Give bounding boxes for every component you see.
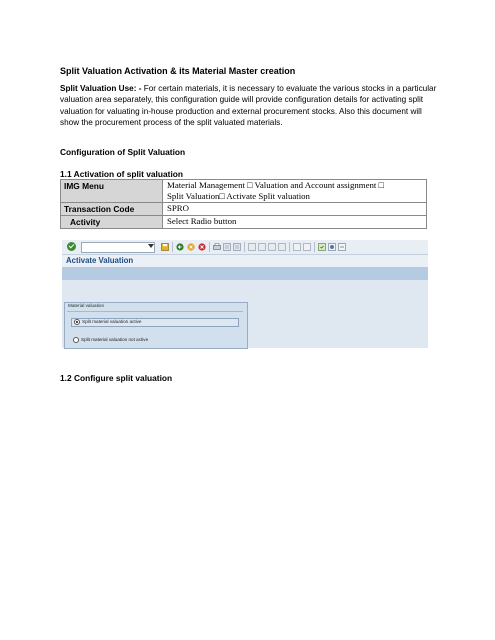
prev-page-icon[interactable]	[258, 243, 266, 251]
first-page-icon[interactable]	[248, 243, 256, 251]
section-heading-1-1: 1.1 Activation of split valuation	[60, 169, 184, 179]
table-row	[61, 203, 427, 216]
toolbar-separator	[289, 242, 290, 252]
intro-text: For certain materials, it is necessary to evaluate the various stocks in a particular valuation area separately, this configuration guide will provide configuration details for activating split valuation for valuating in-house production and external procurement stocks. Also this document will show the procurement process of the split valuated materials.	[60, 84, 437, 128]
ok-icon[interactable]	[67, 242, 76, 251]
settings-icon[interactable]	[338, 243, 346, 251]
material-valuation-group	[64, 302, 248, 349]
row-value: Select Radio button	[163, 216, 427, 229]
table-row	[61, 216, 427, 229]
group-divider	[67, 311, 243, 312]
radio-selected-icon[interactable]	[74, 319, 80, 325]
row-label: IMG Menu	[61, 180, 163, 203]
layout-icon[interactable]	[328, 243, 336, 251]
toolbar-separator	[209, 242, 210, 252]
radio-split-active[interactable]	[71, 318, 239, 327]
row-label: Transaction Code	[61, 203, 163, 216]
sap-title-bar	[62, 255, 428, 267]
toolbar-separator	[172, 242, 173, 252]
section-heading-1-2: 1.2 Configure split valuation	[60, 373, 173, 383]
intro-label: Split Valuation Use: -	[60, 84, 142, 93]
group-label: Material valuation	[68, 303, 105, 308]
help-icon[interactable]	[318, 243, 326, 251]
table-row	[61, 180, 427, 203]
sap-standard-toolbar	[62, 240, 428, 255]
row-value	[163, 180, 427, 203]
intro-paragraph	[60, 83, 440, 129]
toolbar-separator	[314, 242, 315, 252]
radio-label: Split material valuation not active	[81, 337, 149, 343]
cancel-icon[interactable]	[198, 243, 206, 251]
find-icon[interactable]	[223, 243, 231, 251]
radio-label: Split material valuation active	[82, 319, 142, 325]
row-label: Activity	[61, 216, 163, 229]
save-icon[interactable]	[161, 243, 169, 251]
chevron-down-icon[interactable]	[148, 244, 154, 248]
command-field[interactable]	[81, 242, 155, 253]
sap-screenshot	[62, 240, 428, 348]
toolbar-separator	[244, 242, 245, 252]
find-next-icon[interactable]	[233, 243, 241, 251]
last-page-icon[interactable]	[278, 243, 286, 251]
shortcut-icon[interactable]	[303, 243, 311, 251]
row-value-line: Split Valuation□ Activate Split valuation	[167, 191, 310, 201]
new-session-icon[interactable]	[293, 243, 301, 251]
radio-unselected-icon[interactable]	[73, 337, 79, 343]
img-menu-table	[60, 179, 427, 229]
next-page-icon[interactable]	[268, 243, 276, 251]
document-title: Split Valuation Activation & its Material Master creation	[60, 66, 296, 76]
row-value-line: Material Management □ Valuation and Account assignment □	[167, 180, 384, 190]
radio-split-inactive[interactable]	[73, 337, 148, 343]
section-heading-config: Configuration of Split Valuation	[60, 147, 186, 157]
back-icon[interactable]	[176, 243, 184, 251]
row-value: SPRO	[163, 203, 427, 216]
sap-application-toolbar	[62, 267, 428, 280]
print-icon[interactable]	[213, 243, 221, 251]
exit-icon[interactable]	[187, 243, 195, 251]
screen-title: Activate Valuation	[66, 256, 134, 265]
